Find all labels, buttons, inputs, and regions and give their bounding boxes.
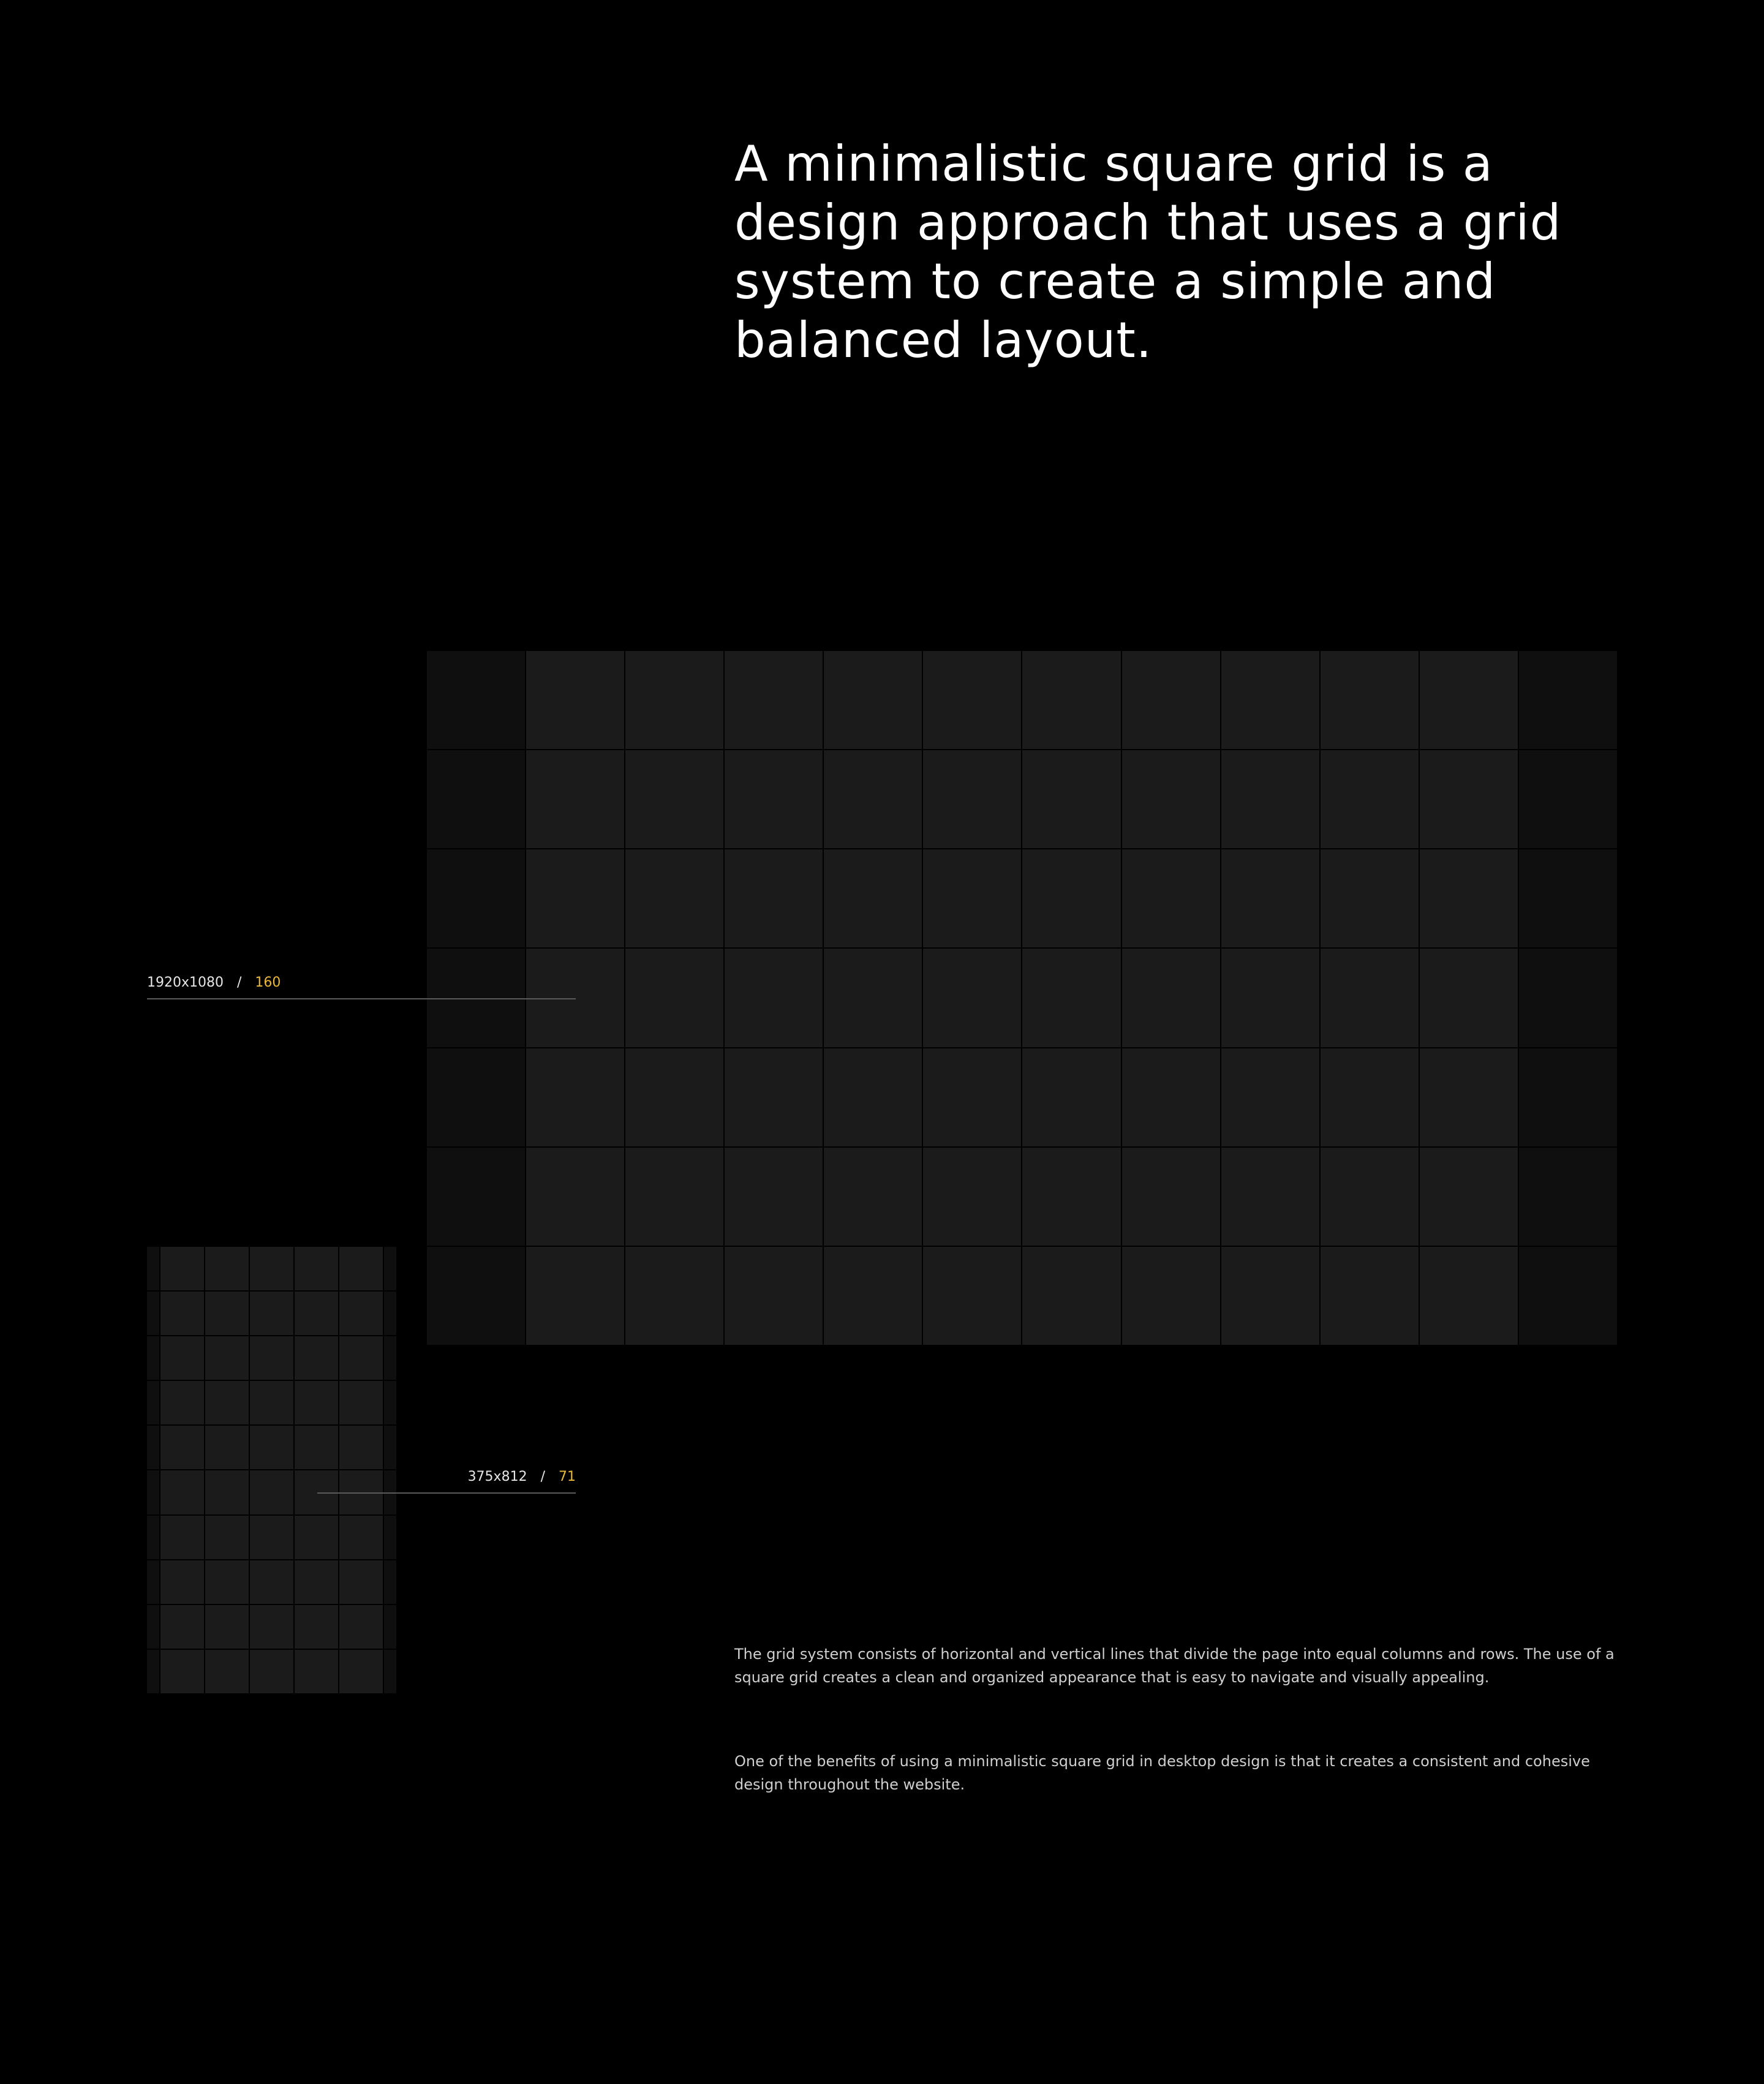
body-paragraph-2: One of the benefits of using a minimalistic square grid in desktop design is that it creates a consistent and cohesive design throughout the website. (734, 1753, 1590, 1793)
desktop-grid-cell (824, 1048, 922, 1146)
mobile-grid-cell (160, 1470, 204, 1514)
desktop-grid-cell (1420, 849, 1518, 947)
mobile-grid-cell (384, 1336, 396, 1380)
desktop-grid-cell (1022, 849, 1120, 947)
desktop-grid-cell (923, 1048, 1021, 1146)
desktop-grid-cell (526, 1247, 624, 1345)
mobile-size-label (468, 1468, 576, 1486)
desktop-grid-illustration (427, 651, 1617, 1345)
desktop-grid-cell (824, 651, 922, 749)
desktop-grid-cell (1122, 849, 1220, 947)
desktop-grid-cell (526, 651, 624, 749)
desktop-grid-cell (1519, 1247, 1617, 1345)
mobile-grid-cell (160, 1292, 204, 1335)
mobile-grid-cell (160, 1560, 204, 1604)
mobile-grid-cell (339, 1336, 383, 1380)
desktop-grid-cell (1321, 949, 1419, 1047)
desktop-grid-cell (923, 1247, 1021, 1345)
mobile-grid-cell (205, 1650, 249, 1693)
mobile-grid-cell (339, 1426, 383, 1469)
desktop-grid-cell (923, 849, 1021, 947)
desktop-grid-cell (1122, 1048, 1220, 1146)
mobile-grid-cell (205, 1247, 249, 1290)
mobile-grid-cell (250, 1516, 293, 1559)
mobile-cell-size: 71 (559, 1469, 576, 1484)
desktop-resolution: 1920x1080 (147, 975, 224, 990)
mobile-grid-cell (205, 1560, 249, 1604)
desktop-grid-cell (1221, 849, 1319, 947)
desktop-grid-cell (1122, 1247, 1220, 1345)
desktop-grid-cell (1519, 1148, 1617, 1246)
desktop-grid-cell (1420, 750, 1518, 848)
mobile-grid-cell (339, 1605, 383, 1649)
mobile-grid-cell (384, 1426, 396, 1469)
desktop-grid-cell (1022, 1048, 1120, 1146)
desktop-grid-cell (1022, 949, 1120, 1047)
desktop-grid-cell (1022, 651, 1120, 749)
mobile-grid-cell (384, 1381, 396, 1424)
mobile-grid-cell (339, 1381, 383, 1424)
mobile-grid-cell (250, 1605, 293, 1649)
mobile-grid-cell (295, 1381, 338, 1424)
mobile-grid-cell (295, 1605, 338, 1649)
desktop-grid-cell (824, 949, 922, 1047)
desktop-grid-cell (1221, 750, 1319, 848)
mobile-grid-cell (147, 1560, 159, 1604)
mobile-grid-cell (147, 1605, 159, 1649)
mobile-grid-cell (147, 1381, 159, 1424)
mobile-grid-cell (384, 1605, 396, 1649)
desktop-grid-cell (526, 750, 624, 848)
desktop-grid-cell (1321, 1048, 1419, 1146)
mobile-grid-cell (250, 1292, 293, 1335)
mobile-grid-cell (295, 1292, 338, 1335)
desktop-grid-cell (1519, 849, 1617, 947)
mobile-grid-cell (295, 1650, 338, 1693)
mobile-grid-cell (147, 1292, 159, 1335)
mobile-grid-cell (339, 1650, 383, 1693)
desktop-grid-cell (1022, 1247, 1120, 1345)
desktop-grid-cell (625, 949, 723, 1047)
mobile-grid-cell (250, 1381, 293, 1424)
desktop-grid-cell (526, 849, 624, 947)
mobile-grid-cell (384, 1292, 396, 1335)
desktop-grid-cell (1221, 1247, 1319, 1345)
desktop-grid-cell (1519, 949, 1617, 1047)
mobile-grid-cell (205, 1605, 249, 1649)
desktop-grid-cell (725, 1048, 823, 1146)
desktop-grid-cell (923, 1148, 1021, 1246)
mobile-grid-cell (147, 1247, 159, 1290)
mobile-separator: / (540, 1469, 545, 1484)
desktop-grid-cell (824, 1247, 922, 1345)
mobile-grid-cell (160, 1516, 204, 1559)
desktop-grid-cell (1321, 651, 1419, 749)
desktop-grid-cell (526, 1048, 624, 1146)
desktop-grid-cell (1122, 750, 1220, 848)
desktop-grid-cell (725, 849, 823, 947)
mobile-grid-cell (250, 1336, 293, 1380)
mobile-grid-cell (147, 1516, 159, 1559)
desktop-grid-cell (725, 949, 823, 1047)
desktop-grid-cell (1519, 1048, 1617, 1146)
desktop-grid-cell (1221, 651, 1319, 749)
mobile-grid-cell (147, 1426, 159, 1469)
mobile-grid-cell (295, 1247, 338, 1290)
mobile-grid-cell (295, 1560, 338, 1604)
desktop-grid-cell (725, 1247, 823, 1345)
mobile-grid-cell (250, 1426, 293, 1469)
mobile-grid-cell (147, 1336, 159, 1380)
desktop-grid-cell (625, 750, 723, 848)
mobile-grid-cell (339, 1560, 383, 1604)
desktop-grid-cell (427, 1247, 525, 1345)
desktop-grid-cell (1022, 1148, 1120, 1246)
desktop-grid-cell (1321, 1247, 1419, 1345)
desktop-grid-cell (1221, 1048, 1319, 1146)
desktop-grid-cell (923, 651, 1021, 749)
desktop-size-marker (147, 974, 576, 999)
desktop-separator: / (237, 975, 242, 990)
mobile-grid-cell (205, 1470, 249, 1514)
mobile-grid-cell (250, 1247, 293, 1290)
desktop-grid-cell (1420, 651, 1518, 749)
mobile-grid-cell (295, 1336, 338, 1380)
mobile-size-marker (317, 1468, 576, 1494)
mobile-grid-cell (205, 1516, 249, 1559)
desktop-grid-cell (1122, 651, 1220, 749)
mobile-grid-cell (160, 1381, 204, 1424)
desktop-grid-cell (1221, 949, 1319, 1047)
mobile-grid-cell (147, 1470, 159, 1514)
desktop-grid-cell (625, 1048, 723, 1146)
desktop-grid-cell (725, 750, 823, 848)
desktop-grid-cell (725, 651, 823, 749)
desktop-marker-line (147, 998, 576, 999)
mobile-grid-cell (160, 1247, 204, 1290)
desktop-grid-cell (923, 750, 1021, 848)
desktop-grid-cell (427, 651, 525, 749)
mobile-grid-cell (205, 1292, 249, 1335)
mobile-grid-cell (160, 1336, 204, 1380)
desktop-grid-cell (1420, 949, 1518, 1047)
desktop-grid-cell (625, 651, 723, 749)
mobile-grid-cell (250, 1470, 293, 1514)
mobile-grid-cell (147, 1650, 159, 1693)
mobile-grid-cell (205, 1381, 249, 1424)
desktop-grid-cell (1519, 750, 1617, 848)
desktop-grid-cell (725, 1148, 823, 1246)
mobile-grid-cell (160, 1426, 204, 1469)
desktop-cell-size: 160 (255, 975, 281, 990)
desktop-grid-cell (526, 1148, 624, 1246)
desktop-grid-cell (1321, 750, 1419, 848)
mobile-grid-cell (295, 1516, 338, 1559)
mobile-marker-line (317, 1492, 576, 1494)
desktop-grid-cell (1022, 750, 1120, 848)
desktop-grid-cell (1420, 1148, 1518, 1246)
desktop-grid-cell (1122, 949, 1220, 1047)
mobile-grid-cell (205, 1336, 249, 1380)
desktop-grid-cell (1221, 1148, 1319, 1246)
desktop-grid-cell (427, 1048, 525, 1146)
desktop-grid-cell (625, 849, 723, 947)
mobile-grid-cell (339, 1247, 383, 1290)
mobile-grid-cell (250, 1560, 293, 1604)
desktop-grid-cell (1122, 1148, 1220, 1246)
desktop-size-label (147, 974, 281, 992)
desktop-grid-cell (1420, 1247, 1518, 1345)
desktop-grid-cell (1321, 1148, 1419, 1246)
mobile-grid-cell (160, 1605, 204, 1649)
desktop-grid-cell (1321, 849, 1419, 947)
mobile-grid-cell (384, 1247, 396, 1290)
mobile-grid-cell (250, 1650, 293, 1693)
desktop-grid-cell (427, 1148, 525, 1246)
mobile-grid-cell (384, 1560, 396, 1604)
desktop-grid-cell (1519, 651, 1617, 749)
desktop-grid-cell (824, 849, 922, 947)
body-paragraph-1: The grid system consists of horizontal and vertical lines that divide the page into equal columns and rows. The use of a square grid creates a clean and organized appearance that is easy to navigate and visually appealing. (734, 1646, 1615, 1686)
mobile-grid-cell (205, 1426, 249, 1469)
desktop-grid-cell (923, 949, 1021, 1047)
mobile-grid-cell (160, 1650, 204, 1693)
desktop-grid-cell (427, 849, 525, 947)
desktop-grid-cell (625, 1148, 723, 1246)
mobile-resolution: 375x812 (467, 1469, 527, 1484)
mobile-grid-cell (339, 1516, 383, 1559)
mobile-grid-cell (384, 1650, 396, 1693)
mobile-grid-cell (384, 1516, 396, 1559)
mobile-grid-cell (339, 1292, 383, 1335)
headline: A minimalistic square grid is a design approach that uses a grid system to create a simple and balanced layout. (734, 135, 1562, 369)
desktop-grid-cell (824, 750, 922, 848)
desktop-grid-cell (625, 1247, 723, 1345)
desktop-grid-cell (1420, 1048, 1518, 1146)
desktop-grid-cell (824, 1148, 922, 1246)
mobile-grid-cell (295, 1426, 338, 1469)
desktop-grid-cell (427, 750, 525, 848)
